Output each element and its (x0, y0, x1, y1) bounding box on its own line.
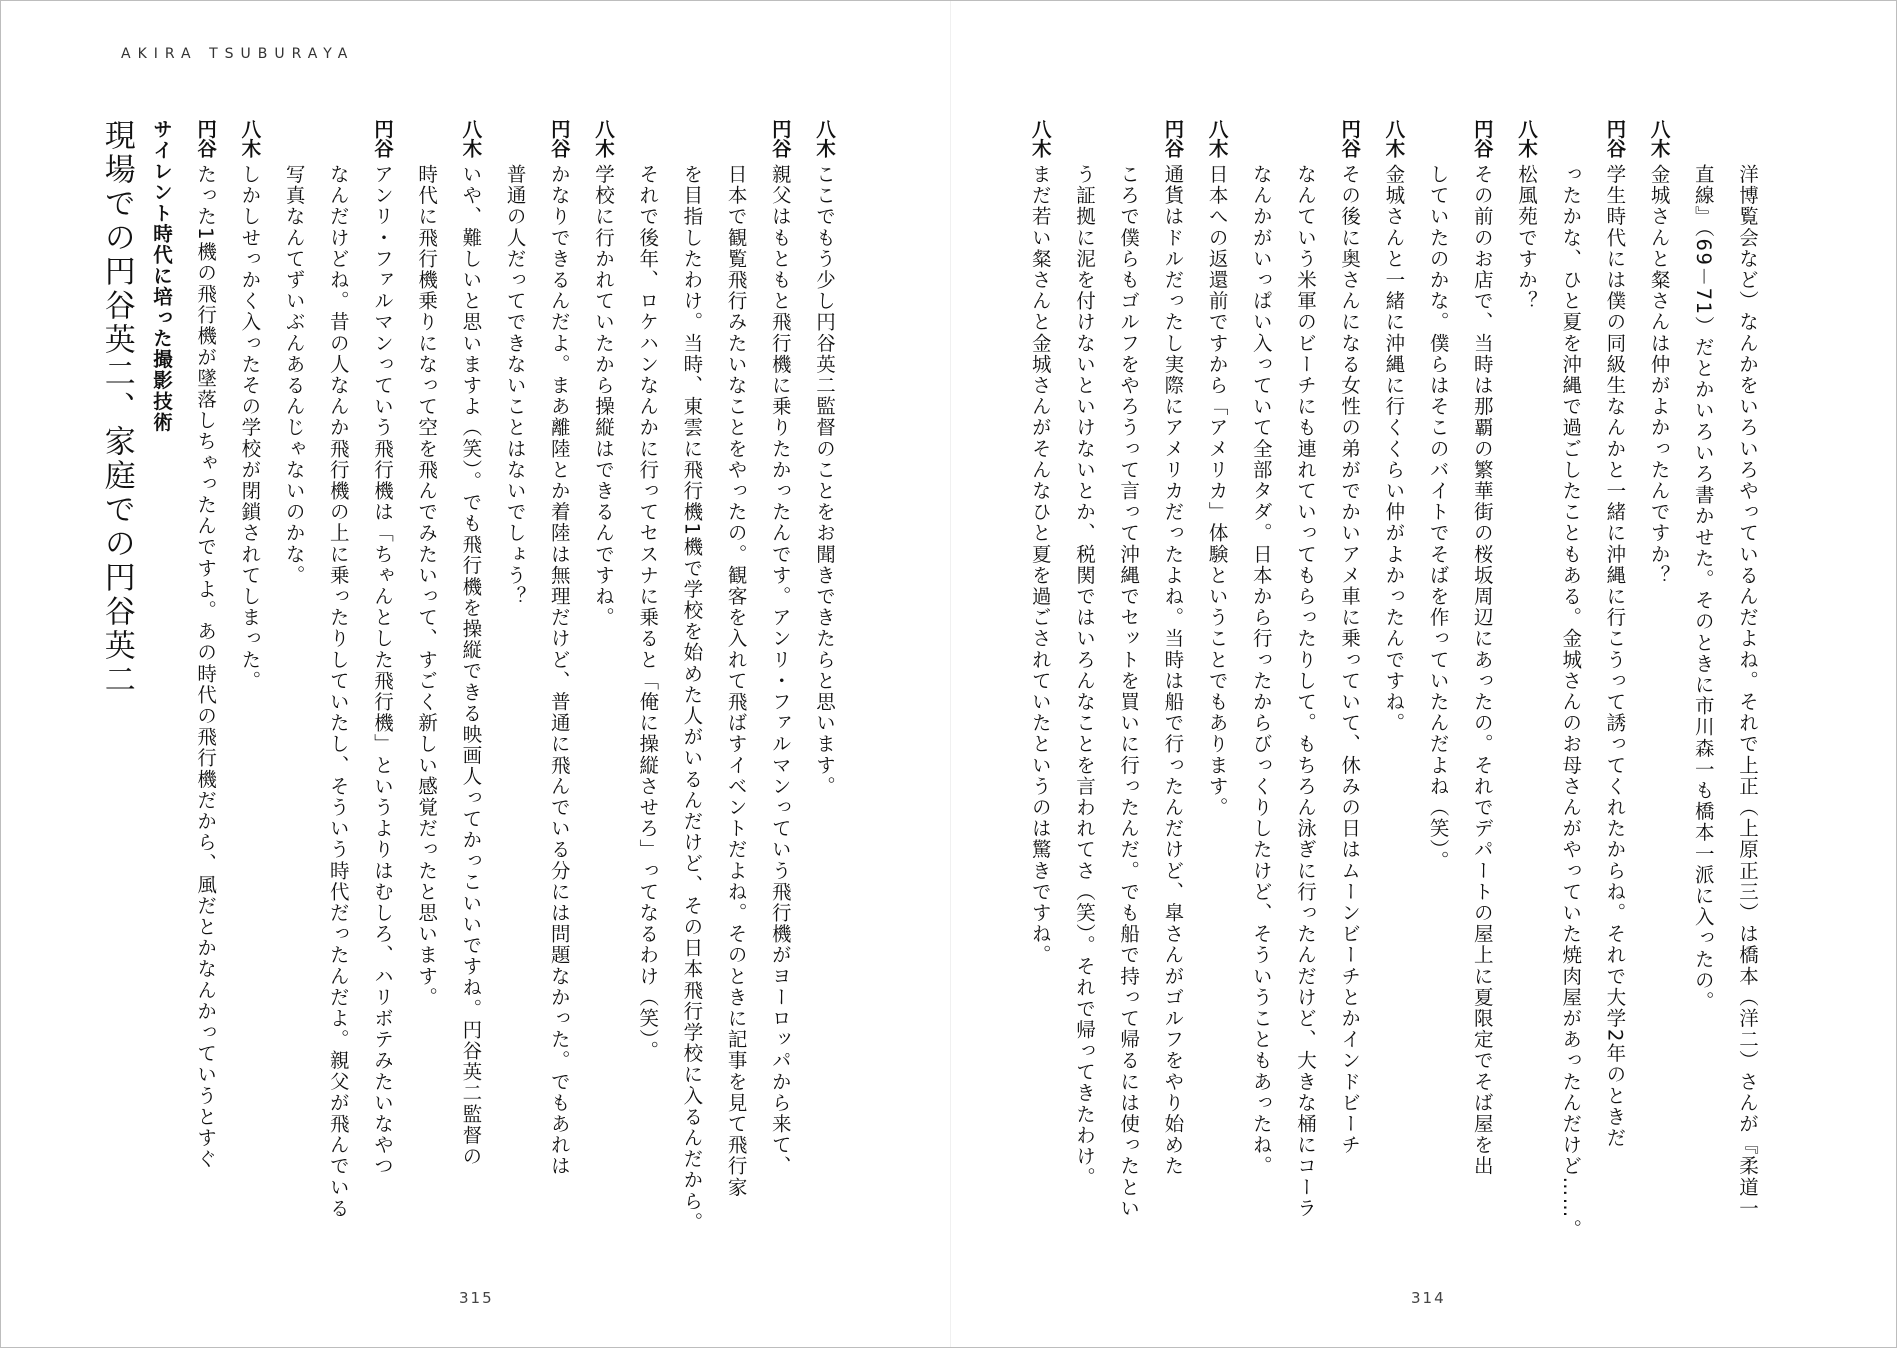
dialogue-text: 金城さんと粲さんは仲がよかったんですか？ (1647, 163, 1671, 586)
dialogue-line (802, 119, 846, 1279)
dialogue-text: 洋博覧会など）なんかをいろいろやっているんだよね。それで上正（上原正三）は橋本（洋二）さんが『柔道一 (1736, 163, 1759, 1219)
dialogue-line (1504, 119, 1548, 1279)
dialogue-text: 通貨はドルだったし実際にアメリカだったよね。当時は船で行ったんだけど、皐さんがゴルフをやり始めた (1161, 163, 1185, 1177)
speaker-label: 円谷 (1338, 119, 1362, 158)
dialogue-text: その前のお店で、当時は那覇の繁華街の桜坂周辺にあったの。それでデパートの屋上に夏限定でそば屋を出 (1470, 163, 1494, 1177)
dialogue-line (1725, 119, 1769, 1279)
speaker-label: 八木 (1647, 119, 1671, 158)
section-subheading: サイレント時代に培った撮影技術 (149, 119, 173, 433)
dialogue-line (183, 119, 227, 1279)
dialogue-line (758, 119, 802, 1279)
speaker-label: 円谷 (194, 119, 218, 158)
dialogue-text: 学校に行かれていたから操縦はできるんですね。 (591, 163, 615, 629)
page-number-left: 315 (459, 1289, 494, 1307)
dialogue-text: していたのかな。僕らはそこのバイトでそばを作っていたんだよね（笑）。 (1426, 163, 1450, 872)
dialogue-line (1283, 119, 1327, 1279)
dialogue-line (1150, 119, 1194, 1279)
dialogue-line (360, 119, 404, 1279)
dialogue-line (492, 119, 536, 1279)
dialogue-line (1415, 119, 1459, 1279)
dialogue-text: 学生時代には僕の同級生なんかと一緒に沖縄に行こうって誘ってくれたからね。それで大学2年のときだ (1603, 163, 1627, 1149)
dialogue-text: ったかな、ひと夏を沖縄で過ごしたこともある。金城さんのお母さんがやっていた焼肉屋があったんだけど……。 (1559, 163, 1583, 1240)
dialogue-text: まだ若い粲さんと金城さんがそんなひと夏を過ごされていたというのは驚きですね。 (1028, 163, 1052, 966)
running-head: AKIRA TSUBURAYA (121, 46, 355, 62)
dialogue-text: それで後年、ロケハンなんかに行ってセスナに乗ると「俺に操縦させろ」ってなるわけ（笑）。 (636, 163, 660, 1062)
dialogue-text: 金城さんと一緒に沖縄に行くくらい仲がよかったんですね。 (1382, 163, 1406, 734)
dialogue-text: その後に奥さんになる女性の弟がでかいアメ車に乗っていて、休みの日はムーンビーチとかインドビーチ (1338, 163, 1362, 1156)
speaker-label: 円谷 (1470, 119, 1494, 158)
dialogue-text: なんかがいっぱい入っていて全部タダ。日本から行ったからびっくりしたけど、そういうこともあったね。 (1249, 163, 1273, 1177)
dialogue-text: 直線』（69－71）だとかいろいろ書かせた。そのときに市川森一も橋本一派に入ったの。 (1691, 163, 1715, 1012)
dialogue-line (1592, 119, 1636, 1279)
dialogue-line (537, 119, 581, 1279)
page-gutter (950, 1, 951, 1347)
speaker-label: 八木 (459, 119, 483, 158)
dialogue-line (1371, 119, 1415, 1279)
dialogue-line (227, 119, 271, 1279)
dialogue-text: 時代に飛行機乗りになって空を飛んでみたいって、すごく新しい感覚だったと思います。 (415, 163, 439, 1008)
dialogue-line (1018, 119, 1062, 1279)
page-number-right: 314 (1411, 1289, 1446, 1307)
dialogue-line (316, 119, 360, 1279)
dialogue-text: ここでもう少し円谷英二監督のことをお聞きできたらと思います。 (813, 163, 836, 797)
speaker-label: 八木 (591, 119, 615, 158)
dialogue-line (271, 119, 315, 1279)
speaker-label: 円谷 (547, 119, 571, 158)
dialogue-text: 写真なんてずいぶんあるんじゃないのかな。 (282, 163, 306, 586)
left-page-dialogue (183, 119, 846, 1279)
dialogue-text: 普通の人だってできないことはないでしょう？ (503, 163, 527, 607)
dialogue-text: なんていう米軍のビーチにも連れていってもらったりして。もちろん泳ぎに行ったんだけど、大きな桶にコーラ (1293, 163, 1317, 1219)
left-page-body (98, 119, 846, 1279)
dialogue-line (669, 119, 713, 1279)
dialogue-line (713, 119, 757, 1279)
speaker-label: 八木 (1514, 119, 1538, 158)
dialogue-line (404, 119, 448, 1279)
speaker-label: 円谷 (370, 119, 394, 158)
dialogue-line (1062, 119, 1106, 1279)
dialogue-text: 日本で観覧飛行みたいなことをやったの。観客を入れて飛ばすイベントだよね。そのときに記事を見て飛行家 (724, 163, 748, 1198)
dialogue-line (1548, 119, 1592, 1279)
speaker-label: 八木 (1205, 119, 1229, 158)
speaker-label: 八木 (813, 119, 836, 158)
dialogue-text: しかしせっかく入ったその学校が閉鎖されてしまった。 (238, 163, 262, 692)
speaker-label: 八木 (1382, 119, 1406, 158)
dialogue-line (581, 119, 625, 1279)
dialogue-line (1239, 119, 1283, 1279)
speaker-label: 八木 (238, 119, 262, 158)
speaker-label: 円谷 (1161, 119, 1185, 158)
dialogue-line (1681, 119, 1725, 1279)
dialogue-text: いや、難しいと思いますよ（笑）。でも飛行機を操縦できる映画人ってかっこいいですね。円谷英二監督の (459, 163, 483, 1167)
speaker-label: 円谷 (768, 119, 792, 158)
dialogue-line (1106, 119, 1150, 1279)
dialogue-line (1327, 119, 1371, 1279)
dialogue-text: を目指したわけ。当時、東雲に飛行機1機で学校を始めた人がいるんだけど、その日本飛行学校に入るんだから。 (680, 163, 704, 1233)
dialogue-text: なんだけどね。昔の人なんか飛行機の上に乗ったりしていたし、そういう時代だったんだよ。親父が飛んでいる (326, 163, 350, 1219)
dialogue-text: 親父はもともと飛行機に乗りたかったんです。アンリ・ファルマンっていう飛行機がヨーロッパから来て、 (768, 163, 792, 1177)
dialogue-text: 日本への返還前ですから「アメリカ」体験ということでもあります。 (1205, 163, 1229, 818)
right-page-dialogue (1018, 119, 1769, 1279)
speaker-label: 八木 (1028, 119, 1052, 158)
dialogue-line (448, 119, 492, 1279)
dialogue-line (1636, 119, 1680, 1279)
dialogue-text: アンリ・ファルマンっていう飛行機は「ちゃんとした飛行機」というよりはむしろ、ハリボテみたいなやつ (370, 163, 394, 1177)
dialogue-text: ころで僕らもゴルフをやろうって言って沖縄でセットを買いに行ったんだ。でも船で持って帰るには使ったとい (1117, 163, 1141, 1219)
dialogue-text: かなりできるんだよ。まあ離陸とか着陸は無理だけど、普通に飛んでいる分には問題なかった。でもあれは (547, 163, 571, 1177)
dialogue-line (1194, 119, 1238, 1279)
dialogue-line (1460, 119, 1504, 1279)
dialogue-line (625, 119, 669, 1279)
dialogue-text: う証拠に泥を付けないといけないとか、税関ではいろんなことを言われてさ（笑）。それで帰ってきたわけ。 (1072, 163, 1096, 1188)
right-page-body (1028, 119, 1769, 1279)
speaker-label: 円谷 (1603, 119, 1627, 158)
dialogue-text: たった1機の飛行機が墜落しちゃったんですよ。あの時代の飛行機だから、風だとかなんかっていうとすぐ (194, 163, 218, 1170)
chapter-title: 現場での円谷英二、家庭での円谷英二 (98, 119, 135, 697)
dialogue-text: 松風苑ですか？ (1514, 163, 1538, 312)
